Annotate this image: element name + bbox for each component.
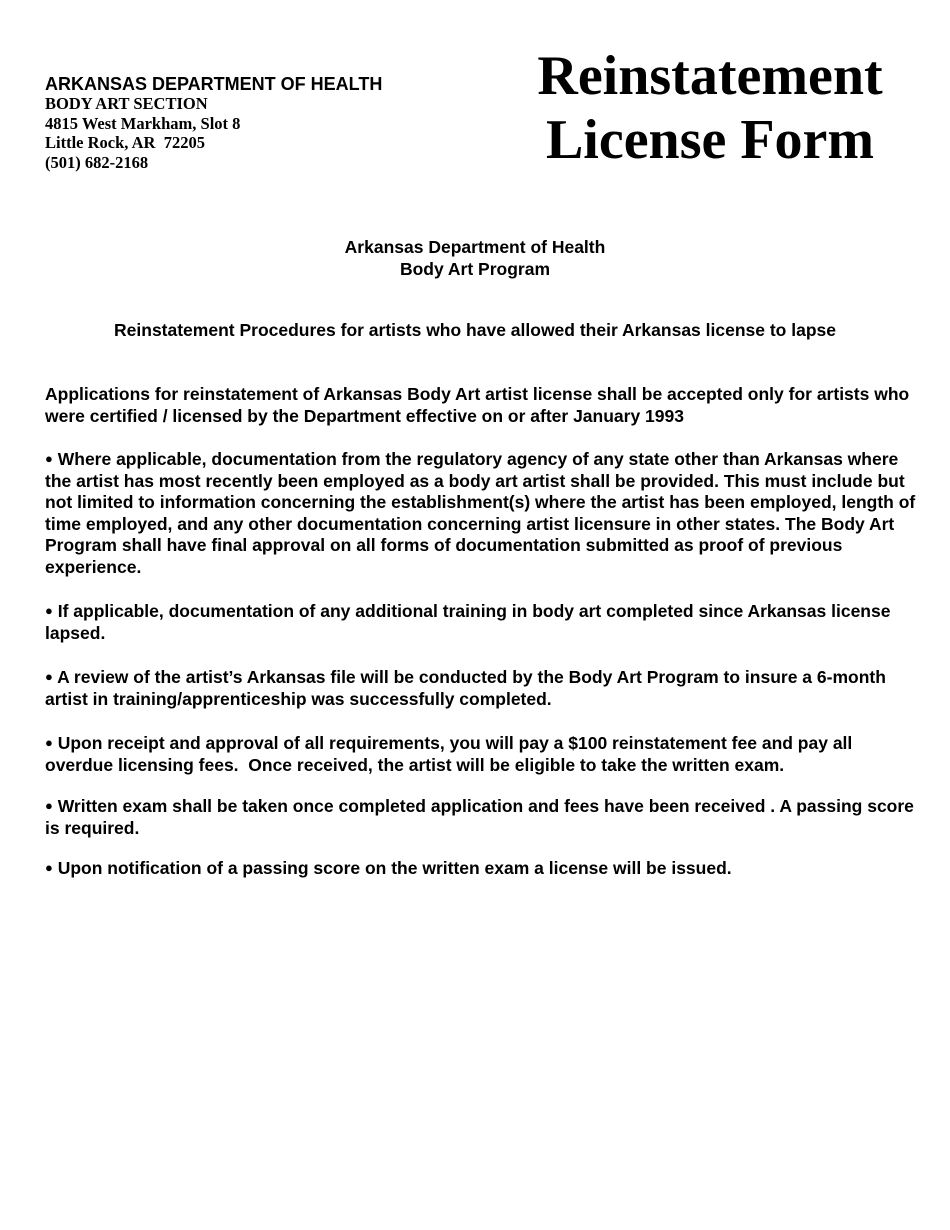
requirement-item: [45, 600, 925, 644]
agency-street: 4815 West Markham, Slot 8: [45, 113, 241, 133]
agency-address-block: [45, 74, 382, 172]
requirement-item: [45, 732, 925, 776]
bullet-icon: ●: [45, 735, 53, 750]
requirement-item: [45, 666, 925, 710]
procedures-heading: Reinstatement Procedures for artists who have allowed their Arkansas license to lapse: [114, 320, 836, 340]
agency-name: ARKANSAS DEPARTMENT OF HEALTH: [45, 74, 383, 94]
bullet-icon: ●: [45, 603, 53, 618]
document-body: [45, 384, 925, 902]
agency-city: Little Rock, AR 72205: [45, 133, 205, 152]
program-heading: [0, 236, 950, 280]
program-name: Body Art Program: [399, 259, 551, 279]
requirement-text: A review of the artist’s Arkansas file will be conducted by the Body Art Program to insure a 6-month artist in training/apprenticeship was successfully completed.: [45, 667, 886, 709]
requirement-text: Upon notification of a passing score on the written exam a license will be issued.: [57, 858, 732, 878]
bullet-icon: ●: [45, 451, 53, 466]
requirement-item: [45, 857, 925, 880]
requirement-item: [45, 448, 925, 578]
bullet-icon: ●: [45, 860, 53, 875]
form-title-line2: License Form: [545, 109, 875, 171]
requirement-text: Where applicable, documentation from the regulatory agency of any state other than Arkansas where the artist has most recently been employed as a body art artist shall be provided. This must include but not limited to information concerning the establishment(s) where the artist has been employed, length of time employed, and any other documentation concerning artist licensure in other states. The Body Art Program shall have final approval on all forms of documentation submitted as proof of previous experience.: [45, 449, 916, 577]
agency-section: BODY ART SECTION: [45, 94, 208, 113]
requirement-text: If applicable, documentation of any additional training in body art completed since Arkansas license lapsed.: [45, 601, 891, 643]
bullet-icon: ●: [45, 798, 53, 813]
form-title: [480, 44, 940, 172]
agency-phone: (501) 682-2168: [45, 152, 149, 172]
program-dept: Arkansas Department of Health: [344, 237, 606, 257]
form-title-line1: Reinstatement: [537, 45, 883, 107]
intro-paragraph: Applications for reinstatement of Arkansas Body Art artist license shall be accepted only for artists who were certified / licensed by the Department effective on or after January 1993: [45, 384, 910, 426]
requirement-item: [45, 795, 925, 839]
bullet-icon: ●: [45, 669, 53, 684]
requirement-text: Upon receipt and approval of all requirements, you will pay a $100 reinstatement fee and pay all overdue licensing fees. Once received, the artist will be eligible to take the written exam.: [45, 733, 858, 775]
requirement-text: Written exam shall be taken once completed application and fees have been received . A passing score is required.: [45, 796, 914, 838]
